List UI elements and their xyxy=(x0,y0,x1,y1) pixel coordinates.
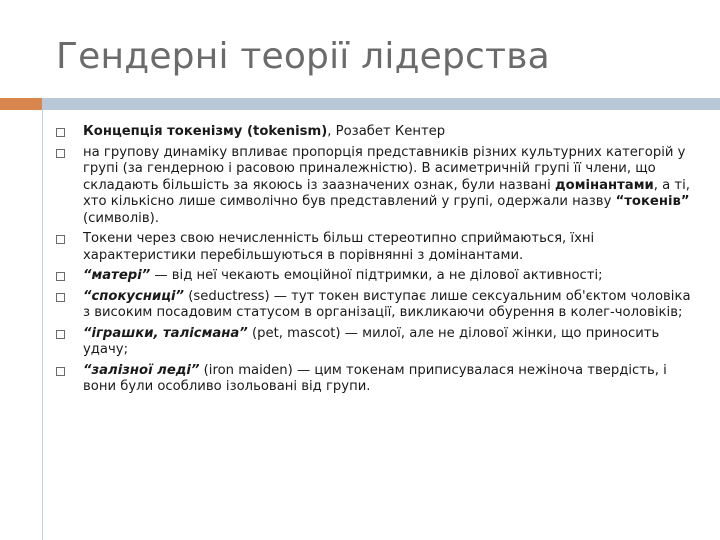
square-bullet-icon xyxy=(56,367,65,376)
bullet-item xyxy=(56,124,692,141)
square-bullet-icon xyxy=(56,293,65,302)
square-bullet-icon xyxy=(56,235,65,244)
bullet-item xyxy=(56,363,692,396)
bullet-term: домінантами xyxy=(555,177,654,193)
bullet-term xyxy=(83,289,184,304)
title-rule xyxy=(42,98,720,110)
bullet-text: (символів). xyxy=(83,210,159,226)
bullet-item xyxy=(56,289,692,322)
bullet-term xyxy=(83,268,150,283)
bullet-term xyxy=(83,363,199,378)
bullet-term: “токенів” xyxy=(615,194,690,209)
square-bullet-icon xyxy=(56,272,65,281)
bullet-item xyxy=(56,268,692,285)
bullet-emphasis: “іграшки, талісмана” xyxy=(83,325,248,341)
bullet-text: — від неї чекають емоційної підтримки, а не ділової активності; xyxy=(150,268,603,283)
vertical-rule xyxy=(42,110,43,540)
bullet-text: Токени через свою нечисленність більш стереотипно сприймаються, їхні характеристики перебільшуються в порівнянні з домінантами. xyxy=(83,231,595,263)
bullet-emphasis: “залізної леді” xyxy=(83,362,200,378)
square-bullet-icon xyxy=(56,149,65,158)
bullet-text: (seductress) — тут токен виступає лише сексуальним об'єктом чоловіка з високим посадовим статусом в організації, викликаючи обурення в колег-чоловіків; xyxy=(83,288,691,320)
square-bullet-icon xyxy=(56,128,65,137)
bullet-emphasis: “спокусниці” xyxy=(83,288,184,304)
slide-title: Гендерні теорії лідерства xyxy=(56,36,550,77)
bullet-text: , Розабет Кентер xyxy=(327,124,446,139)
bullet-list xyxy=(56,124,692,400)
bullet-item xyxy=(56,145,692,228)
square-bullet-icon xyxy=(56,330,65,339)
bullet-item xyxy=(56,231,692,264)
bullet-item xyxy=(56,326,692,359)
bullet-text: , а ті, хто кількісно лише символічно був представлений у групі, одержали назву xyxy=(83,177,690,209)
bullet-term: Концепція токенізму (tokenism) xyxy=(83,124,328,139)
bullet-text: на групову динаміку впливає пропорція представників різних культурних категорій у групі (за гендерною і расовою приналежністю). В асиметричній групі її члени, що складають більшість за якоюсь із заазначених ознак, були названі xyxy=(83,144,686,193)
title-rule-accent xyxy=(0,98,42,110)
bullet-text: (pet, mascot) — милої, але не ділової жінки, що приносить удачу; xyxy=(83,325,660,357)
bullet-text: (iron maiden) — цим токенам приписувалася нежіноча твердість, і вони були особливо ізольовані від групи. xyxy=(83,362,667,394)
bullet-term xyxy=(83,326,248,341)
bullet-emphasis: “матері” xyxy=(83,268,151,283)
